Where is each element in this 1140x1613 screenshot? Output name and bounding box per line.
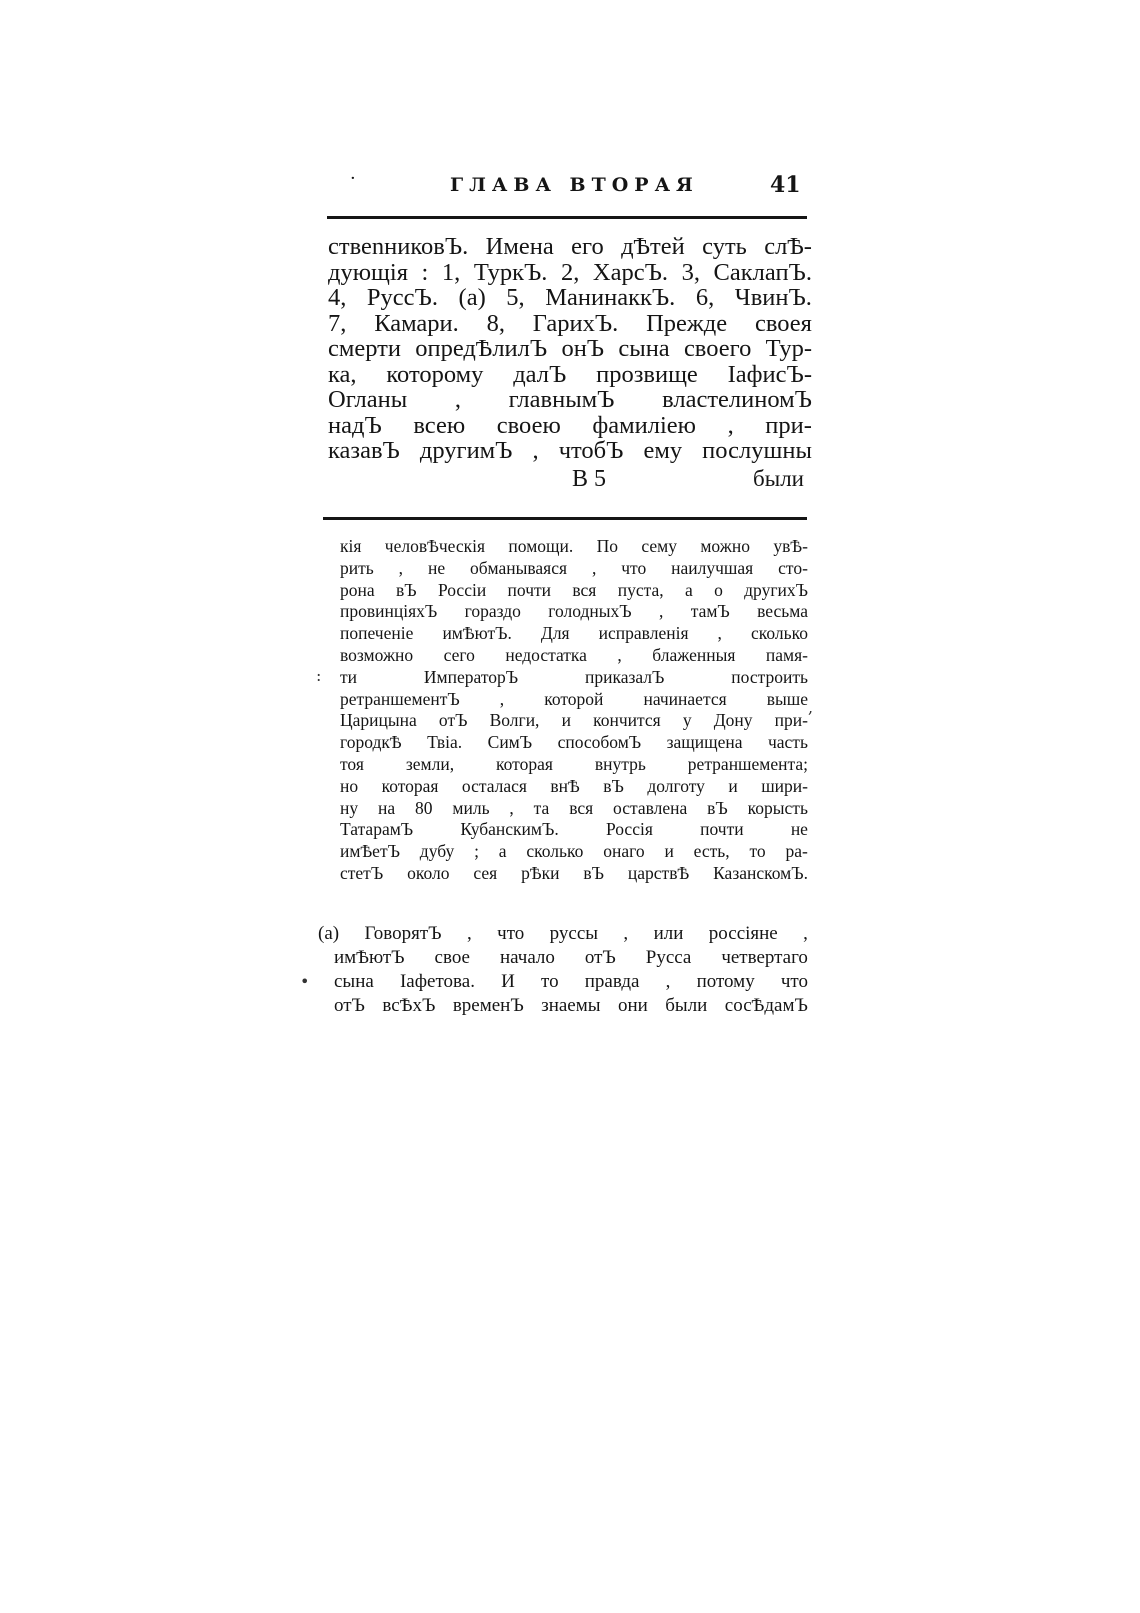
- quote-text-word: сколько: [750, 623, 808, 644]
- main-text-word: Камари.: [374, 309, 459, 337]
- quote-text-line: [340, 645, 808, 667]
- footnote-line: [318, 994, 808, 1018]
- quote-text-line: [340, 841, 808, 863]
- main-text-word: 3,: [681, 258, 700, 286]
- signature-mark: В 5: [572, 465, 607, 492]
- footnote-word: правда: [584, 971, 640, 992]
- quote-text-word: кончится: [593, 710, 661, 731]
- quote-text-word: ИмператорЪ: [423, 666, 519, 687]
- main-text-line: [328, 234, 812, 260]
- quote-text-word: ,: [617, 644, 622, 665]
- main-text-word: ГарихЪ.: [532, 309, 619, 337]
- quoted-text-lines: [340, 536, 808, 885]
- footnote-word: отЪ: [584, 947, 616, 968]
- footnote-word: временЪ: [452, 995, 524, 1016]
- quote-text-word: которая: [381, 775, 439, 796]
- quote-text-word: у: [682, 710, 692, 731]
- footnote-word: отЪ: [334, 995, 365, 1016]
- quote-text-word: сто-: [778, 557, 808, 578]
- main-text-word: :: [421, 258, 429, 286]
- footnote-word: И: [501, 971, 515, 992]
- quote-text-word: Царицына: [340, 710, 417, 731]
- quote-text-word: увѢ-: [773, 536, 808, 556]
- catchword: были: [753, 465, 804, 491]
- quote-text-word: на: [378, 797, 396, 818]
- quote-text-word: весьма: [757, 601, 808, 622]
- quote-text-word: то: [749, 841, 766, 862]
- quote-text-word: защищена: [666, 732, 743, 753]
- quote-text-word: сего: [443, 644, 475, 665]
- main-text-word: онЪ: [561, 335, 605, 362]
- main-text-word: фамиліею: [592, 411, 696, 439]
- footnote-word: то: [541, 971, 559, 992]
- quote-text-line: [340, 798, 808, 820]
- footnote-word: руссы: [549, 923, 599, 944]
- main-text-word: которому: [386, 360, 484, 388]
- main-text-word: Огланы: [328, 386, 408, 413]
- main-text-word: 4,: [328, 284, 347, 311]
- footnote-line: [318, 946, 808, 970]
- quote-text-word: пуста,: [617, 579, 664, 600]
- quote-text-word: часть: [767, 732, 808, 753]
- quote-text-line: [340, 754, 808, 776]
- footnote-lines: [318, 922, 808, 1018]
- main-text-word: РуссЪ.: [366, 284, 438, 311]
- quote-text-word: городкѢ: [340, 732, 402, 753]
- quote-text-word: обманываяся: [470, 557, 568, 578]
- quote-text-word: КубанскимЪ.: [460, 819, 559, 840]
- quote-text-word: дубу: [419, 841, 455, 862]
- quote-text-word: и: [561, 710, 571, 731]
- signature-line: [328, 466, 812, 493]
- main-text-line: [328, 438, 812, 464]
- quote-text-word: Для: [540, 623, 570, 644]
- quote-text-word: стетЪ: [340, 862, 384, 883]
- main-text-line: [328, 285, 812, 311]
- main-text-word: слѢ-: [764, 233, 812, 260]
- footnote-word: знаемы: [541, 995, 601, 1016]
- page-number: 41: [770, 172, 801, 198]
- main-text-word: 5,: [506, 284, 525, 311]
- quote-text-word: СимЪ: [487, 732, 533, 753]
- footnote-word: ,: [803, 923, 808, 944]
- main-text-word: сына: [618, 335, 670, 362]
- main-text-block: [328, 234, 812, 493]
- quote-text-line: [340, 863, 808, 885]
- main-text-word: ЧвинЪ.: [734, 284, 812, 311]
- quote-text-word: что: [621, 557, 647, 578]
- quote-text-word: ретраншементЪ: [340, 688, 460, 709]
- main-text-word: всею: [413, 411, 466, 439]
- quote-text-word: ,: [717, 623, 722, 644]
- footnote-word: ,: [623, 923, 629, 944]
- margin-mark-footnote: •: [300, 972, 310, 991]
- main-text-word: дующія: [328, 258, 408, 286]
- quote-text-word: осталася: [461, 775, 527, 796]
- quote-text-word: возможно: [340, 644, 414, 665]
- quote-text-word: 80: [415, 797, 433, 818]
- quote-text-word: шири-: [761, 775, 808, 796]
- quote-text-line: [340, 776, 808, 798]
- quote-text-word: сея: [473, 862, 498, 883]
- quote-text-word: построить: [731, 666, 808, 687]
- quote-text-word: ;: [474, 841, 479, 862]
- main-text-word: чтобЪ: [558, 437, 624, 464]
- quote-text-word: ну: [340, 797, 359, 818]
- main-text-word: надЪ: [328, 411, 382, 439]
- main-text-line: [328, 362, 812, 388]
- footnote-word: или: [653, 923, 684, 944]
- quote-text-line: [340, 667, 808, 689]
- quote-text-word: рѢки: [521, 862, 560, 883]
- running-title: ГЛАВА ВТОРАЯ: [450, 174, 699, 196]
- quote-text-word: миль: [452, 797, 490, 818]
- quote-text-word: гораздо: [464, 601, 521, 622]
- quote-text-word: есть,: [693, 841, 730, 862]
- quote-text-word: выше: [766, 688, 808, 709]
- quote-text-word: тоя: [340, 753, 364, 774]
- quote-text-line: [340, 580, 808, 602]
- quote-text-word: рона: [340, 579, 375, 600]
- quote-text-word: долготу: [647, 775, 705, 796]
- quote-text-word: сколько: [526, 841, 584, 862]
- quote-text-word: о: [714, 579, 723, 600]
- quote-text-word: царствѢ: [627, 862, 690, 883]
- main-text-word: дѢтей: [621, 233, 685, 260]
- quote-text-line: [340, 689, 808, 711]
- main-text-lines: [328, 234, 812, 464]
- footnote-word: что: [497, 923, 525, 944]
- quote-text-word: тамЪ: [690, 601, 730, 622]
- margin-mark-left: :: [316, 666, 322, 685]
- footnote-word: всѢхЪ: [382, 995, 436, 1016]
- quote-text-word: а: [498, 841, 507, 862]
- quote-text-word: ,: [591, 557, 597, 578]
- quote-text-word: не: [790, 819, 808, 840]
- footnote-line: [318, 970, 808, 994]
- quote-text-word: По: [596, 536, 619, 556]
- main-text-word: 2,: [560, 258, 580, 286]
- main-text-word: его: [571, 233, 604, 260]
- margin-mark-right: ,: [808, 698, 814, 717]
- main-text-word: другимЪ: [419, 437, 513, 464]
- main-text-line: [328, 311, 812, 337]
- main-text-word: (a): [458, 284, 486, 311]
- quote-text-word: ретраншемента;: [687, 753, 808, 774]
- quote-text-word: которой: [544, 688, 604, 709]
- footnote-line: [318, 922, 808, 946]
- quote-text-word: рить: [340, 557, 374, 578]
- quote-text-word: оставлена: [613, 797, 688, 818]
- quote-text-line: [340, 710, 808, 732]
- quote-text-word: сему: [641, 536, 677, 556]
- footnote-block: [318, 922, 808, 1018]
- quote-text-word: которая: [496, 753, 553, 774]
- footnote-word: начало: [499, 947, 555, 968]
- quoted-text-block: [340, 536, 808, 885]
- main-text-word: ка,: [328, 360, 357, 388]
- main-text-word: СаклапЪ.: [713, 258, 812, 286]
- main-text-word: своею: [496, 411, 561, 439]
- main-text-word: ХарсЪ.: [592, 258, 669, 286]
- main-text-word: властелиномЪ: [662, 386, 812, 413]
- quote-text-word: корысть: [747, 797, 808, 818]
- quote-text-word: внутрь: [594, 753, 646, 774]
- main-text-word: суть: [702, 233, 747, 260]
- footnote-word: ГоворятЪ: [364, 923, 442, 944]
- footnote-word: россіяне: [708, 923, 778, 944]
- quote-text-word: кія: [340, 536, 362, 556]
- quote-text-word: провинціяхЪ: [340, 601, 438, 622]
- quote-text-word: имѢетЪ: [340, 841, 400, 862]
- quote-text-word: Россіи: [437, 579, 487, 600]
- quote-text-word: другихЪ: [744, 579, 808, 600]
- quote-text-word: вся: [569, 797, 594, 818]
- quote-text-word: вЪ: [707, 797, 728, 818]
- quote-text-word: исправленія: [598, 623, 689, 644]
- quote-text-word: ,: [398, 557, 404, 578]
- quote-text-word: человѢческія: [384, 536, 486, 556]
- main-text-word: ,: [727, 411, 734, 439]
- main-text-line: [328, 260, 812, 286]
- quote-text-line: [340, 623, 808, 645]
- quote-text-line: [340, 601, 808, 623]
- quote-text-word: голодныхЪ: [548, 601, 632, 622]
- main-text-word: опредѢлилЪ: [415, 335, 548, 362]
- footnote-word: Іафетова.: [399, 971, 475, 992]
- main-text-word: ,: [532, 437, 539, 464]
- quote-text-word: имѢютЪ.: [442, 623, 512, 644]
- quote-text-word: Дону: [713, 710, 753, 731]
- footnote-word: (a): [318, 923, 340, 944]
- quote-text-word: Россія: [605, 819, 653, 840]
- quote-text-word: но: [340, 775, 359, 796]
- quote-text-line: [340, 732, 808, 754]
- main-text-word: прозвище: [596, 360, 698, 388]
- main-text-line: [328, 387, 812, 413]
- quote-text-word: почти: [507, 579, 552, 600]
- main-text-word: казавЪ: [328, 437, 400, 464]
- footnote-word: что: [780, 971, 808, 992]
- quote-text-word: а: [684, 579, 693, 600]
- footnote-word: Русса: [645, 947, 692, 968]
- main-text-word: смерти: [328, 335, 401, 362]
- main-text-word: ТуркЪ.: [473, 258, 548, 286]
- quote-text-word: вЪ: [583, 862, 604, 883]
- quote-text-word: недостатка: [505, 644, 587, 665]
- quote-text-word: при-: [774, 710, 808, 731]
- quote-text-word: та: [533, 797, 550, 818]
- quote-text-word: помощи.: [508, 536, 574, 556]
- quote-text-word: попеченіе: [340, 623, 414, 644]
- main-text-word: послушны: [702, 437, 812, 464]
- quote-text-word: и: [728, 775, 738, 796]
- quote-text-word: Волги,: [489, 710, 540, 731]
- quote-text-word: КазанскомЪ.: [713, 862, 808, 883]
- main-text-word: главнымЪ: [508, 386, 615, 413]
- quote-text-word: не: [427, 557, 446, 578]
- quote-text-word: начинается: [643, 688, 727, 709]
- quote-text-line: [340, 558, 808, 580]
- footnote-word: четвертаго: [721, 947, 808, 968]
- quote-text-word: памя-: [765, 644, 808, 665]
- footnote-word: ,: [665, 971, 671, 992]
- quote-text-word: ,: [509, 797, 514, 818]
- main-text-word: 7,: [328, 309, 347, 337]
- header-rule: [327, 216, 807, 219]
- quote-text-word: вся: [572, 579, 597, 600]
- quote-text-word: можно: [700, 536, 750, 556]
- main-text-word: МанинаккЪ.: [545, 284, 676, 311]
- main-text-word: Прежде: [646, 309, 728, 337]
- quote-text-word: ра-: [785, 841, 808, 862]
- main-text-word: 6,: [695, 284, 715, 311]
- main-text-word: ствеnниковЪ.: [328, 233, 469, 260]
- quote-text-word: внѢ: [550, 775, 580, 796]
- main-text-word: своея: [754, 309, 812, 337]
- main-text-line: [328, 413, 812, 439]
- main-text-word: ,: [454, 386, 461, 413]
- footnote-word: сына: [334, 971, 374, 992]
- quote-text-word: онаго: [603, 841, 645, 862]
- footnote-word: сосѢдамЪ: [724, 995, 808, 1016]
- footnote-word: свое: [434, 947, 470, 968]
- footnote-word: были: [665, 995, 708, 1016]
- page-header: [330, 168, 810, 208]
- footnote-word: имѢютЪ: [334, 947, 405, 968]
- quote-text-word: почти: [700, 819, 744, 840]
- quote-text-word: земли,: [405, 753, 455, 774]
- quote-text-word: около: [407, 862, 450, 883]
- header-dot: ·: [350, 168, 356, 189]
- main-text-word: ІафисЪ-: [727, 360, 812, 388]
- main-text-word: своего: [683, 335, 752, 362]
- quote-text-word: приказалЪ: [584, 666, 665, 687]
- footnote-word: ,: [467, 923, 472, 944]
- quote-text-word: способомЪ: [557, 732, 642, 753]
- quote-text-word: наилучшая: [671, 557, 754, 578]
- footnote-word: потому: [696, 971, 755, 992]
- quote-text-word: ти: [340, 666, 358, 687]
- quote-text-word: вЪ: [603, 775, 624, 796]
- main-text-line: [328, 336, 812, 362]
- quote-text-word: вЪ: [395, 579, 417, 600]
- main-text-word: 1,: [441, 258, 461, 286]
- quote-text-word: Твіа.: [427, 732, 463, 753]
- main-text-word: 8,: [486, 309, 505, 337]
- footnote-word: они: [617, 995, 648, 1016]
- quote-text-word: ,: [658, 601, 664, 622]
- main-text-word: при-: [765, 411, 812, 439]
- main-text-word: Имена: [485, 233, 554, 260]
- quote-text-line: [340, 536, 808, 558]
- quote-text-word: ,: [499, 688, 505, 709]
- quote-text-word: блаженныя: [652, 644, 736, 665]
- quote-text-word: отЪ: [438, 710, 468, 731]
- quote-text-word: и: [664, 841, 674, 862]
- main-text-word: ему: [643, 437, 683, 464]
- main-text-word: далЪ: [513, 360, 567, 388]
- section-rule: [323, 517, 807, 520]
- quote-text-word: ТатарамЪ: [340, 819, 414, 840]
- main-text-word: Тур-: [765, 335, 812, 362]
- quote-text-line: [340, 819, 808, 841]
